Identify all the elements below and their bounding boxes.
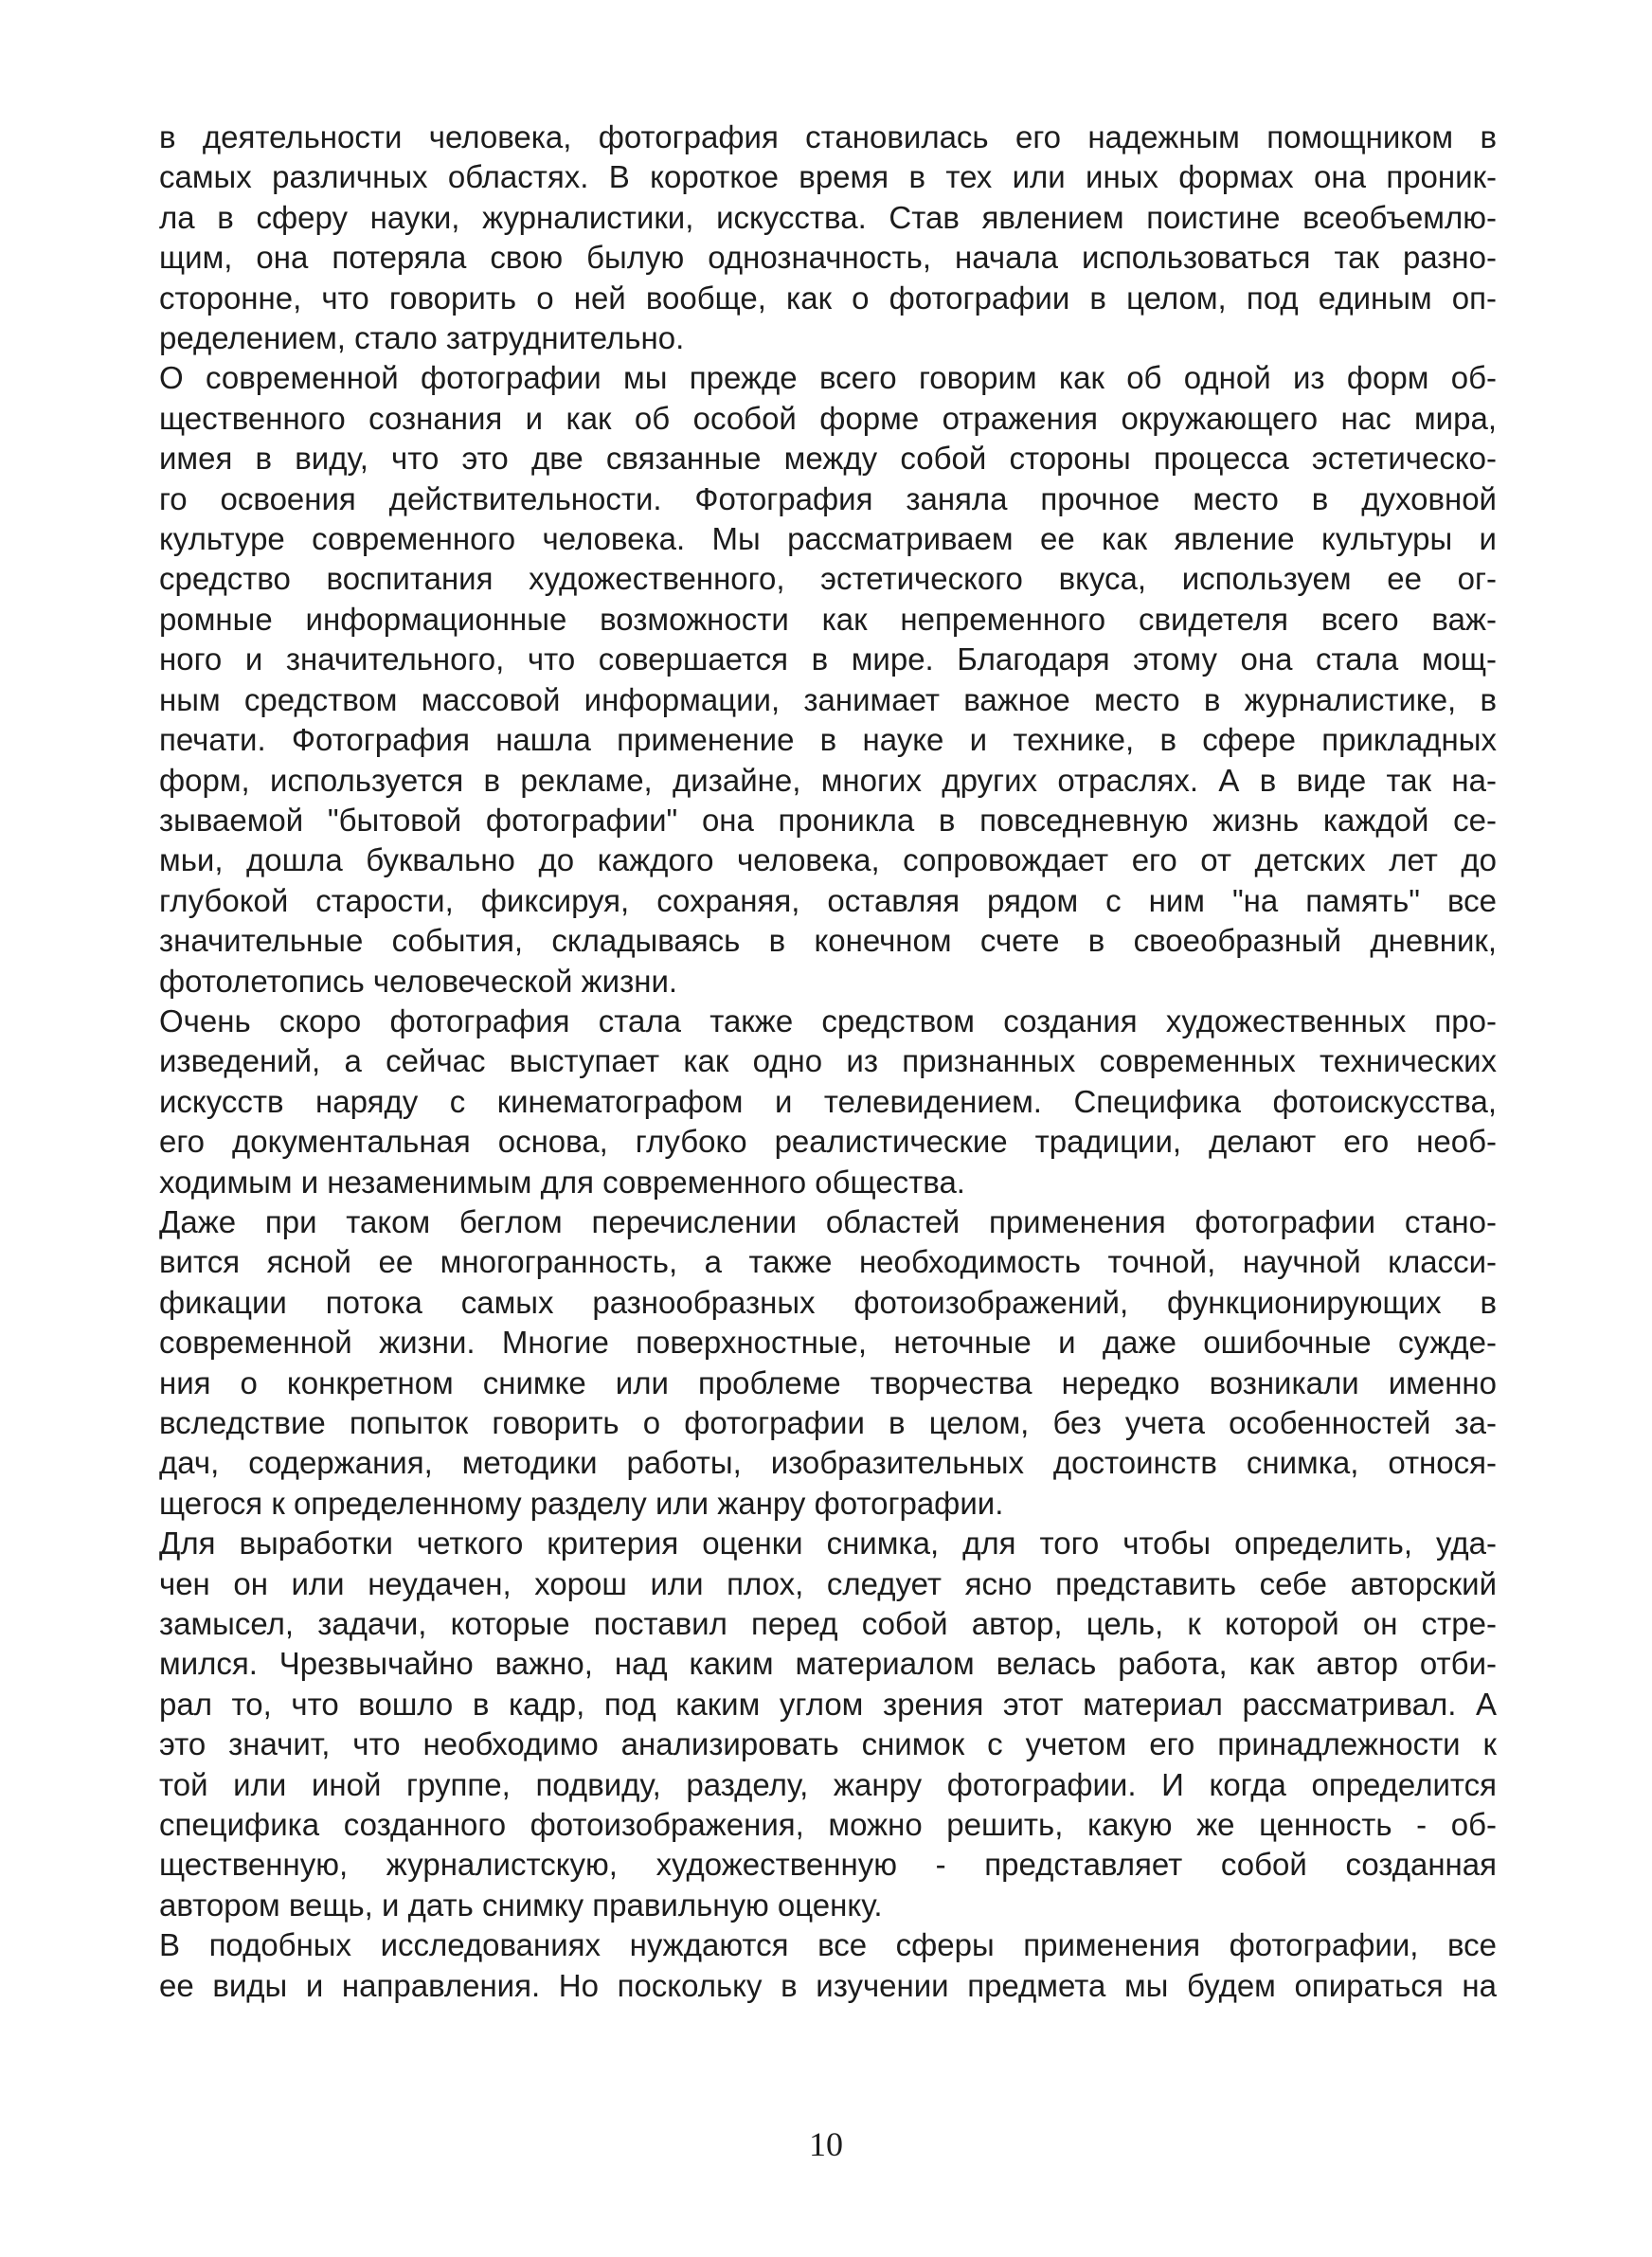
text-line: О современной фотографии мы прежде всего говорим как об одной из форм об- [159, 360, 1497, 396]
text-line: его документальная основа, глубоко реалистические традиции, делают его необ- [159, 1124, 1497, 1160]
text-line: щим, она потеряла свою былую однозначность, начала использоваться так разно- [159, 240, 1497, 276]
text-line: фотолетопись человеческой жизни. [159, 963, 678, 999]
text-line: имея в виду, что это две связанные между собой стороны процесса эстетическо- [159, 441, 1497, 477]
page-number: 10 [809, 2125, 843, 2163]
text-line: щественного сознания и как об особой форме отражения окружающего нас мира, [159, 400, 1497, 436]
text-line: вследствие попыток говорить о фотографии в целом, без учета особенностей за- [159, 1405, 1497, 1440]
text-line: ла в сферу науки, журналистики, искусства. Став явлением поистине всеобъемлю- [159, 199, 1497, 235]
paragraph [159, 1925, 1497, 2006]
paragraph [159, 1202, 1497, 1524]
text-line: Для выработки четкого критерия оценки снимка, для того чтобы определить, уда- [159, 1526, 1497, 1562]
text-line: мьи, дошла буквально до каждого человека, сопровождает его от детских лет до [159, 842, 1497, 878]
text-line: ходимым и незаменимым для современного общества. [159, 1164, 965, 1200]
text-line: В подобных исследованиях нуждаются все сферы применения фотографии, все [159, 1927, 1497, 1963]
text-line: дач, содержания, методики работы, изобразительных достоинств снимка, относя- [159, 1445, 1497, 1481]
text-line: Даже при таком беглом перечислении областей применения фотографии стано- [159, 1203, 1497, 1239]
text-line: автором вещь, и дать снимку правильную оценку. [159, 1887, 883, 1923]
text-line: зываемой "бытовой фотографии" она проникла в повседневную жизнь каждой се- [159, 802, 1497, 838]
text-line: рал то, что вошло в кадр, под каким углом зрения этот материал рассматривал. А [159, 1686, 1497, 1722]
text-line: Очень скоро фотография стала также средством создания художественных про- [159, 1002, 1497, 1038]
text-line: ромные информационные возможности как непременного свидетеля всего важ- [159, 601, 1497, 637]
paragraph [159, 117, 1497, 358]
text-line: вится ясной ее многогранность, а также необходимость точной, научной класси- [159, 1244, 1497, 1280]
text-line: сторонне, что говорить о ней вообще, как о фотографии в целом, под единым оп- [159, 280, 1497, 316]
paragraph [159, 1524, 1497, 1925]
text-line: чен он или неудачен, хорош или плох, следует ясно представить себе авторский [159, 1565, 1497, 1601]
text-line: ного и значительного, что совершается в мире. Благодаря этому она стала мощ- [159, 641, 1497, 677]
text-line: искусств наряду с кинематографом и телевидением. Специфика фотоискусства, [159, 1083, 1497, 1119]
paragraph [159, 358, 1497, 1002]
text-line: печати. Фотография нашла применение в науке и технике, в сфере прикладных [159, 722, 1497, 758]
text-line: самых различных областях. В короткое время в тех или иных формах она проник- [159, 159, 1497, 195]
text-line: ния о конкретном снимке или проблеме творчества нередко возникали именно [159, 1364, 1497, 1400]
text-line: культуре современного человека. Мы рассматриваем ее как явление культуры и [159, 521, 1497, 557]
paragraph [159, 1002, 1497, 1202]
text-line: глубокой старости, фиксируя, сохраняя, оставляя рядом с ним "на память" все [159, 882, 1497, 918]
text-line: форм, используется в рекламе, дизайне, многих других отраслях. А в виде так на- [159, 762, 1497, 798]
text-line: той или иной группе, подвиду, разделу, жанру фотографии. И когда определится [159, 1766, 1497, 1802]
text-line: значительные события, складываясь в конечном счете в своеобразный дневник, [159, 923, 1497, 959]
text-line: изведений, а сейчас выступает как одно из признанных современных технических [159, 1043, 1497, 1079]
text-line: ным средством массовой информации, занимает важное место в журналистике, в [159, 681, 1497, 717]
text-line: щественную, журналистскую, художественную - представляет собой созданная [159, 1847, 1497, 1883]
text-line: фикации потока самых разнообразных фотоизображений, функционирующих в [159, 1284, 1497, 1320]
text-line: го освоения действительности. Фотография заняла прочное место в духовной [159, 480, 1497, 516]
text-line: ределением, стало затруднительно. [159, 320, 685, 356]
text-line: средство воспитания художественного, эстетического вкуса, используем ее ог- [159, 561, 1497, 597]
text-line: щегося к определенному разделу или жанру фотографии. [159, 1485, 1004, 1521]
text-line: это значит, что необходимо анализировать снимок с учетом его принадлежности к [159, 1726, 1497, 1762]
body-text [159, 117, 1497, 2006]
text-line: мился. Чрезвычайно важно, над каким материалом велась работа, как автор отби- [159, 1646, 1497, 1682]
text-line: современной жизни. Многие поверхностные, неточные и даже ошибочные сужде- [159, 1325, 1497, 1361]
text-line: ее виды и направления. Но поскольку в изучении предмета мы будем опираться на [159, 1967, 1497, 2003]
text-line: в деятельности человека, фотография становилась его надежным помощником в [159, 119, 1497, 154]
text-line: специфика созданного фотоизображения, можно решить, какую же ценность - об- [159, 1807, 1497, 1843]
text-line: замысел, задачи, которые поставил перед собой автор, цель, к которой он стре- [159, 1606, 1497, 1642]
